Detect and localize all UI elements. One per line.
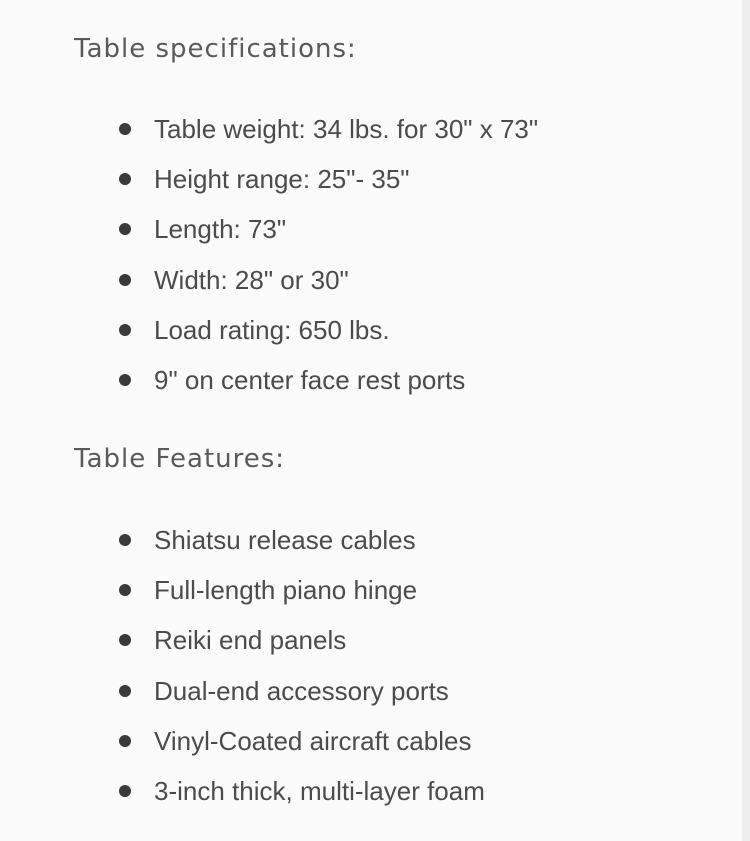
list-item-text: Full-length piano hinge bbox=[154, 575, 418, 606]
bullet-icon bbox=[119, 274, 131, 286]
bullet-icon bbox=[119, 324, 131, 336]
list-item-text: Height range: 25"- 35" bbox=[154, 164, 410, 195]
list-item bbox=[0, 725, 720, 775]
list-item bbox=[0, 675, 720, 725]
list-item-text: Length: 73" bbox=[154, 214, 287, 245]
list-item bbox=[0, 113, 720, 163]
bullet-icon bbox=[119, 223, 131, 235]
list-item bbox=[0, 574, 720, 624]
section-heading-features: Table Features: bbox=[74, 444, 286, 474]
list-item-text: Width: 28" or 30" bbox=[154, 264, 349, 295]
list-item bbox=[0, 624, 720, 674]
bullet-icon bbox=[119, 735, 131, 747]
list-item-text: Dual-end accessory ports bbox=[154, 675, 449, 706]
list-item-text: Reiki end panels bbox=[154, 625, 347, 656]
list-item-text: Shiatsu release cables bbox=[154, 525, 416, 555]
list-item-text: 3-inch thick, multi-layer foam bbox=[154, 775, 485, 806]
list-item bbox=[0, 213, 720, 263]
specifications-list bbox=[0, 113, 720, 414]
bullet-icon bbox=[119, 534, 131, 546]
bullet-icon bbox=[119, 123, 131, 135]
bullet-icon bbox=[119, 173, 131, 185]
bullet-icon bbox=[119, 374, 131, 386]
list-item-text: Vinyl-Coated aircraft cables bbox=[154, 725, 472, 756]
bullet-icon bbox=[119, 785, 131, 797]
bullet-icon bbox=[119, 634, 131, 646]
list-item bbox=[0, 264, 720, 314]
bullet-icon bbox=[119, 685, 131, 697]
list-item bbox=[0, 775, 720, 825]
page-edge-shadow bbox=[742, 0, 750, 841]
bullet-icon bbox=[119, 584, 131, 596]
list-item bbox=[0, 524, 720, 574]
features-list bbox=[0, 524, 720, 825]
list-item-text: Table weight: 34 lbs. for 30" x 73" bbox=[154, 114, 539, 144]
section-heading-specifications: Table specifications: bbox=[74, 34, 357, 64]
list-item bbox=[0, 364, 720, 414]
list-item-text: 9" on center face rest ports bbox=[154, 364, 466, 395]
list-item-text: Load rating: 650 lbs. bbox=[154, 314, 390, 345]
list-item bbox=[0, 314, 720, 364]
list-item bbox=[0, 163, 720, 213]
